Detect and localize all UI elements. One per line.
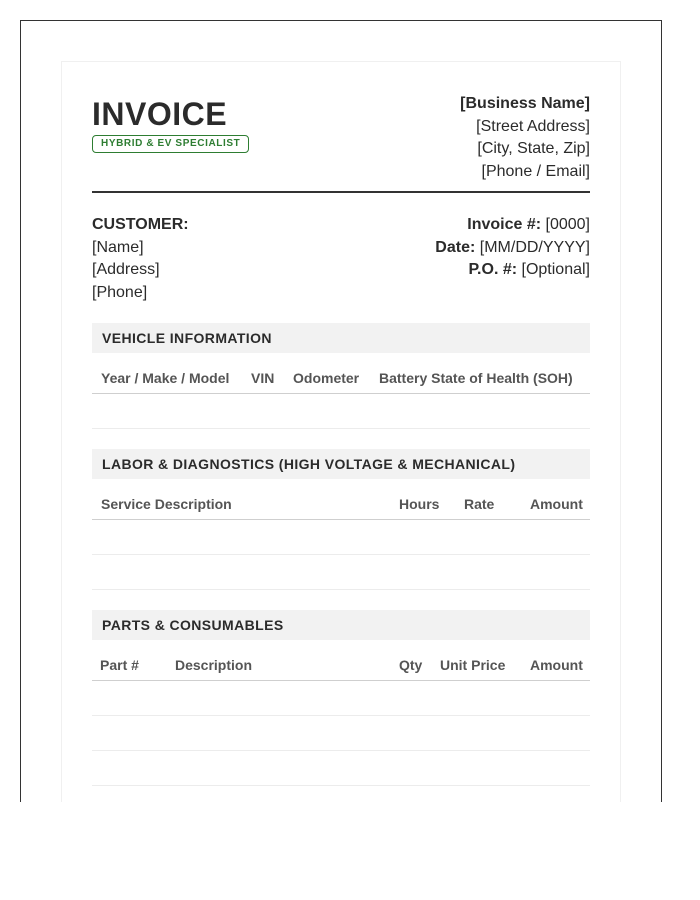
customer-block bbox=[92, 214, 189, 304]
parts-column-headers bbox=[92, 640, 590, 681]
labor-section-heading: LABOR & DIAGNOSTICS (HIGH VOLTAGE & MECHANICAL) bbox=[92, 449, 590, 479]
col-parts-amount: Amount bbox=[530, 657, 583, 673]
business-contact[interactable]: [Phone / Email] bbox=[481, 162, 590, 180]
vehicle-row[interactable] bbox=[92, 394, 590, 429]
col-battery-soh: Battery State of Health (SOH) bbox=[379, 370, 573, 386]
invoice-content bbox=[92, 92, 590, 786]
invoice-header bbox=[92, 92, 590, 193]
invoice-title: INVOICE bbox=[92, 96, 228, 132]
labor-row[interactable] bbox=[92, 520, 590, 555]
parts-row[interactable] bbox=[92, 751, 590, 786]
business-block bbox=[460, 93, 590, 183]
labor-column-headers bbox=[92, 479, 590, 520]
invoice-date-label: Date: bbox=[435, 238, 476, 256]
invoice-date-line bbox=[435, 237, 590, 260]
col-rate: Rate bbox=[464, 496, 495, 512]
col-service-description: Service Description bbox=[101, 496, 232, 512]
col-part-number: Part # bbox=[100, 657, 139, 673]
parts-row[interactable] bbox=[92, 681, 590, 716]
invoice-number-value[interactable]: [0000] bbox=[545, 216, 590, 233]
col-hours: Hours bbox=[399, 496, 440, 512]
col-odometer: Odometer bbox=[293, 370, 360, 386]
invoice-meta bbox=[435, 214, 590, 282]
customer-name[interactable]: [Name] bbox=[92, 238, 144, 256]
parts-section-heading: PARTS & CONSUMABLES bbox=[92, 610, 590, 640]
business-city[interactable]: [City, State, Zip] bbox=[477, 140, 590, 157]
col-amount: Amount bbox=[530, 496, 583, 512]
invoice-date-value[interactable]: [MM/DD/YYYY] bbox=[479, 238, 590, 256]
specialist-badge: HYBRID & EV SPECIALIST bbox=[92, 135, 249, 153]
col-year-make-model: Year / Make / Model bbox=[101, 370, 230, 386]
col-description: Description bbox=[175, 657, 253, 673]
business-street[interactable]: [Street Address] bbox=[476, 117, 590, 135]
invoice-number-line bbox=[435, 214, 590, 237]
business-name[interactable]: [Business Name] bbox=[460, 95, 590, 112]
po-number-label: P.O. #: bbox=[468, 261, 518, 278]
invoice-number-label: Invoice #: bbox=[467, 216, 542, 233]
invoice-info bbox=[92, 193, 590, 323]
col-qty: Qty bbox=[399, 657, 423, 673]
po-number-value[interactable]: [Optional] bbox=[521, 261, 590, 278]
customer-address[interactable]: [Address] bbox=[92, 261, 160, 278]
parts-row[interactable] bbox=[92, 716, 590, 751]
col-vin: VIN bbox=[251, 370, 275, 386]
vehicle-column-headers bbox=[92, 353, 590, 394]
labor-row[interactable] bbox=[92, 555, 590, 590]
customer-phone[interactable]: [Phone] bbox=[92, 283, 148, 301]
vehicle-section-heading: VEHICLE INFORMATION bbox=[92, 323, 590, 353]
customer-label: CUSTOMER: bbox=[92, 216, 189, 233]
col-unit-price: Unit Price bbox=[440, 657, 506, 673]
po-number-line bbox=[435, 259, 590, 282]
